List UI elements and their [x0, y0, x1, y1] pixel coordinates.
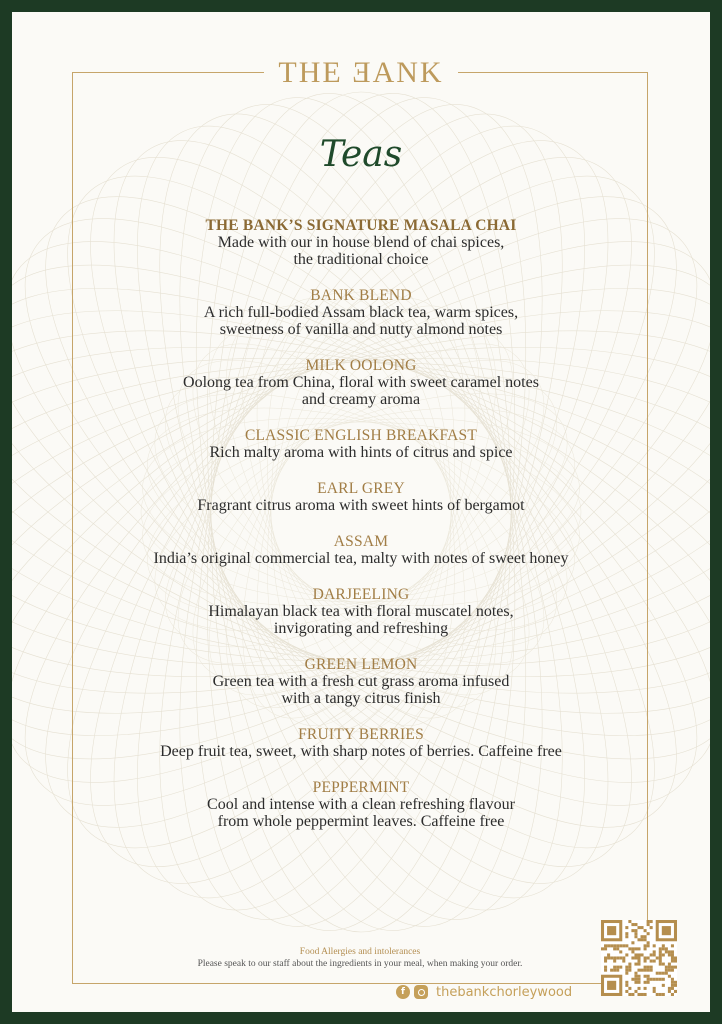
menu-item-description: Fragrant citrus aroma with sweet hints of bergamot	[197, 497, 525, 514]
menu-item	[12, 217, 710, 268]
menu-item-description: Rich malty aroma with hints of citrus and spice	[209, 444, 513, 461]
menu-item-name: GREEN LEMON	[304, 656, 418, 673]
menu-item	[12, 656, 710, 707]
menu-item-description: and creamy aroma	[301, 391, 421, 408]
menu-item-description: Cool and intense with a clean refreshing flavour	[207, 796, 515, 813]
menu-item-name: ASSAM	[333, 533, 389, 550]
menu-item	[12, 533, 710, 567]
brand-logo: THE ƎANK	[264, 56, 457, 90]
menu-item-description: with a tangy citrus finish	[281, 690, 441, 707]
menu-item-name: CLASSIC ENGLISH BREAKFAST	[244, 427, 478, 444]
menu-item-description: invigorating and refreshing	[273, 620, 449, 637]
menu-item-description: from whole peppermint leaves. Caffeine free	[217, 813, 505, 830]
menu-item-name: FRUITY BERRIES	[298, 726, 424, 743]
qr-code[interactable]	[601, 920, 677, 996]
menu-item-name: EARL GREY	[317, 480, 405, 497]
menu-item-description: Oolong tea from China, floral with sweet caramel notes	[183, 374, 539, 391]
social-handle[interactable]: thebankchorleywood	[436, 984, 573, 1000]
menu-item-description: Green tea with a fresh cut grass aroma infused	[212, 673, 510, 690]
menu-item	[12, 427, 710, 461]
allergy-text: Please speak to our staff about the ingredients in your meal, when making your order.	[197, 959, 523, 969]
menu-item-description: Deep fruit tea, sweet, with sharp notes of berries. Caffeine free	[160, 743, 562, 760]
menu-item	[12, 357, 710, 408]
menu-page	[12, 12, 710, 1012]
menu-item-description: sweetness of vanilla and nutty almond notes	[219, 321, 503, 338]
page-title: Teas	[319, 134, 403, 175]
brand-header	[12, 56, 710, 90]
menu-item-description: India’s original commercial tea, malty with notes of sweet honey	[153, 550, 569, 567]
menu-item	[12, 779, 710, 830]
allergy-notice	[72, 946, 648, 970]
menu-item-name: PEPPERMINT	[312, 779, 410, 796]
allergy-title: Food Allergies and intolerances	[299, 947, 421, 957]
menu-item-name: MILK OOLONG	[305, 357, 417, 374]
social-links	[396, 982, 572, 1002]
menu-item-description: A rich full-bodied Assam black tea, warm spices,	[203, 304, 519, 321]
menu-item-name: BANK BLEND	[310, 287, 412, 304]
menu-item	[12, 726, 710, 760]
menu-item-name: THE BANK’S SIGNATURE MASALA CHAI	[205, 217, 517, 234]
menu-item-description: Himalayan black tea with floral muscatel notes,	[208, 603, 514, 620]
facebook-icon[interactable]: f	[396, 985, 410, 999]
menu-item-name: DARJEELING	[312, 586, 410, 603]
menu-item	[12, 480, 710, 514]
menu-item-description: Made with our in house blend of chai spices,	[217, 234, 505, 251]
menu-item-description: the traditional choice	[293, 251, 429, 268]
tea-menu-list	[12, 217, 710, 849]
instagram-icon[interactable]	[414, 985, 428, 999]
menu-item	[12, 287, 710, 338]
menu-item	[12, 586, 710, 637]
